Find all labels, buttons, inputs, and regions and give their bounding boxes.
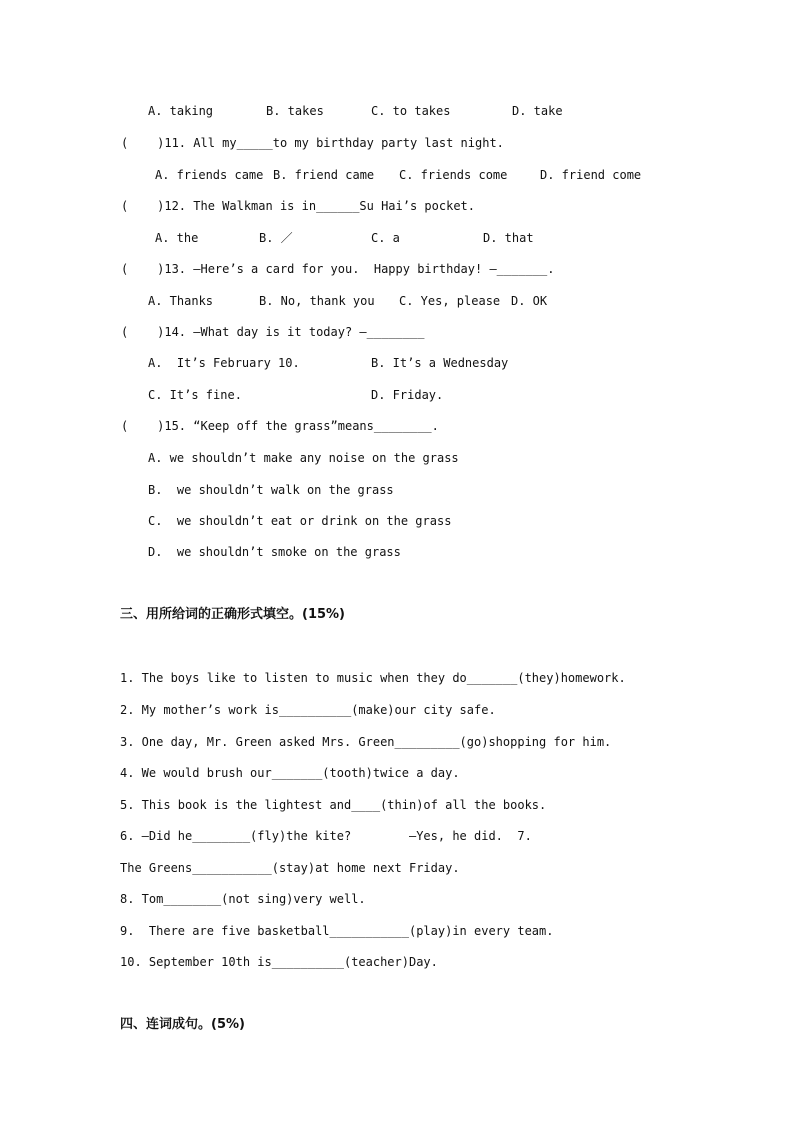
section-3-item: 10. September 10th is__________(teacher)Day. bbox=[120, 955, 438, 969]
section-3-heading: 三、用所给词的正确形式填空。(15%) bbox=[120, 607, 345, 622]
q10-option-d: D. take bbox=[512, 104, 563, 118]
q15-option-a: A. we shouldn’t make any noise on the grass bbox=[148, 451, 459, 465]
q14-option-a: A. It’s February 10. bbox=[148, 356, 300, 370]
section-3-item: 8. Tom________(not sing)very well. bbox=[120, 892, 366, 906]
q11-option-a: A. friends came bbox=[155, 168, 264, 182]
q10-option-a: A. taking bbox=[148, 104, 214, 118]
section-3-item: 5. This book is the lightest and____(thin)of all the books. bbox=[120, 798, 547, 812]
q11-option-b: B. friend came bbox=[273, 168, 375, 182]
q13-option-b: B. No, thank you bbox=[259, 294, 375, 308]
q12-option-d: D. that bbox=[483, 231, 534, 245]
q12-option-b: B. ／ bbox=[259, 231, 293, 245]
q11-option-d: D. friend come bbox=[540, 168, 642, 182]
q13-option-a: A. Thanks bbox=[148, 294, 214, 308]
q15-stem: ( )15. “Keep off the grass”means________. bbox=[121, 419, 439, 433]
section-3-item: 6. —Did he________(fly)the kite? —Yes, he did. 7. bbox=[120, 829, 532, 843]
section-3-item: 9. There are five basketball___________(play)in every team. bbox=[120, 924, 554, 938]
q10-option-b: B. takes bbox=[266, 104, 324, 118]
section-3-item: The Greens___________(stay)at home next Friday. bbox=[120, 861, 460, 875]
q15-option-b: B. we shouldn’t walk on the grass bbox=[148, 483, 394, 497]
q15-option-d: D. we shouldn’t smoke on the grass bbox=[148, 545, 401, 559]
q11-stem: ( )11. All my_____to my birthday party last night. bbox=[121, 136, 504, 150]
q14-option-b: B. It’s a Wednesday bbox=[371, 356, 509, 370]
section-3-item: 4. We would brush our_______(tooth)twice a day. bbox=[120, 766, 460, 780]
q13-option-c: C. Yes, please bbox=[399, 294, 501, 308]
q14-stem: ( )14. —What day is it today? —________ bbox=[121, 325, 425, 339]
q12-option-a: A. the bbox=[155, 231, 199, 245]
q14-option-d: D. Friday. bbox=[371, 388, 444, 402]
section-3-item: 3. One day, Mr. Green asked Mrs. Green_________(go)shopping for him. bbox=[120, 735, 612, 749]
q12-stem: ( )12. The Walkman is in______Su Hai’s pocket. bbox=[121, 199, 476, 213]
section-3-item: 1. The boys like to listen to music when they do_______(they)homework. bbox=[120, 671, 626, 685]
q11-option-c: C. friends come bbox=[399, 168, 508, 182]
section-3-item: 2. My mother’s work is__________(make)our city safe. bbox=[120, 703, 496, 717]
q13-option-d: D. OK bbox=[511, 294, 548, 308]
q13-stem: ( )13. —Here’s a card for you. Happy birthday! —_______. bbox=[121, 262, 555, 276]
section-4-heading: 四、连词成句。(5%) bbox=[120, 1017, 245, 1032]
q14-option-c: C. It’s fine. bbox=[148, 388, 242, 402]
q15-option-c: C. we shouldn’t eat or drink on the grass bbox=[148, 514, 452, 528]
q12-option-c: C. a bbox=[371, 231, 400, 245]
q10-option-c: C. to takes bbox=[371, 104, 451, 118]
